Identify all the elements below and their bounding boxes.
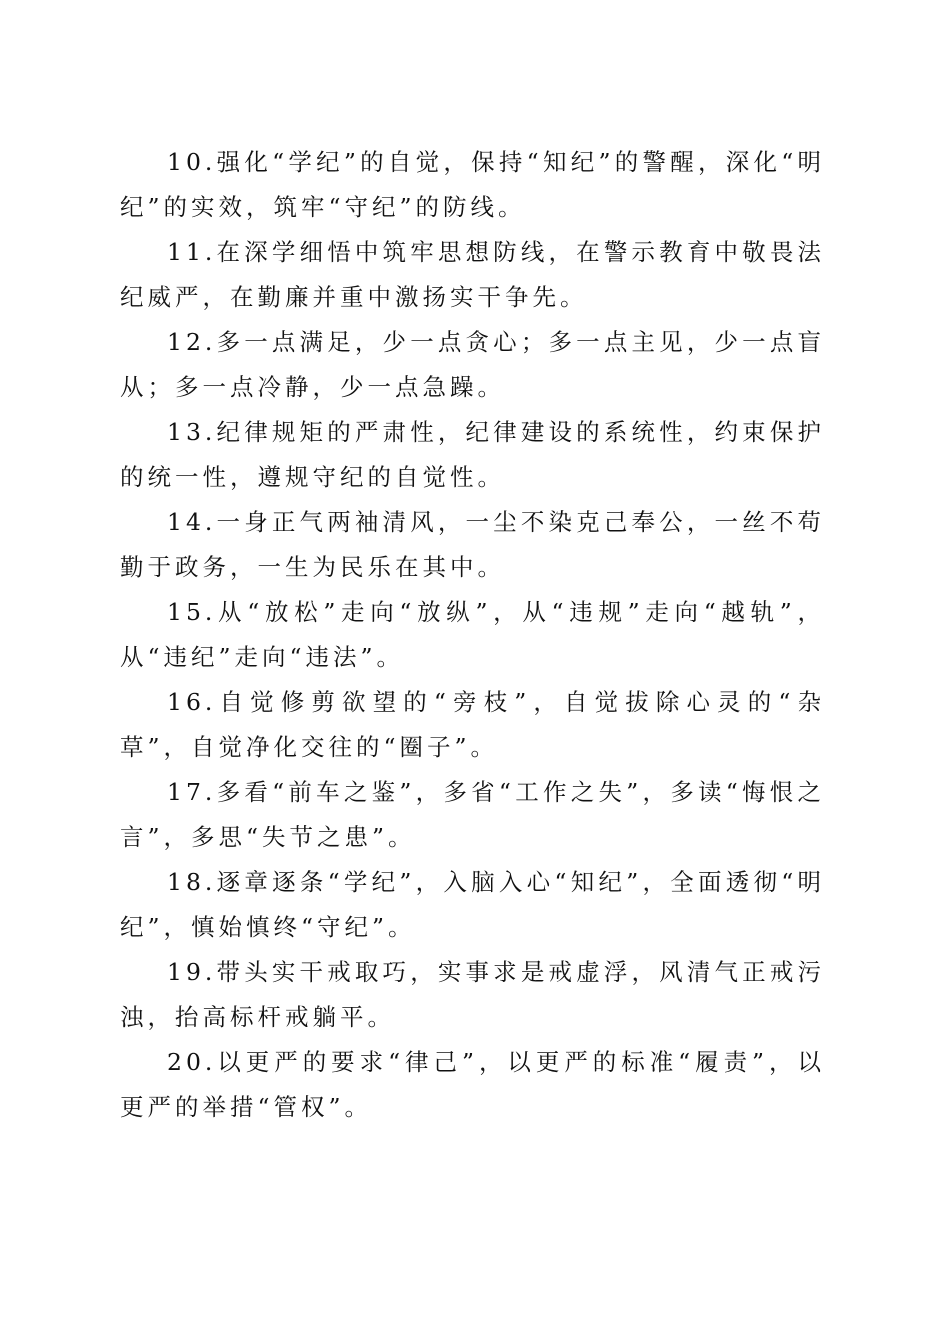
paragraph-13: 13.纪律规矩的严肃性，纪律建设的系统性，约束保护的统一性，遵规守纪的自觉性。 xyxy=(120,418,825,491)
paragraph-10: 10.强化“学纪”的自觉，保持“知纪”的警醒，深化“明纪”的实效，筑牢“守纪”的防线。 xyxy=(120,148,825,221)
paragraph-17: 17.多看“前车之鉴”，多省“工作之失”，多读“悔恨之言”，多思“失节之患”。 xyxy=(120,778,825,851)
paragraph-11: 11.在深学细悟中筑牢思想防线，在警示教育中敬畏法纪威严，在勤廉并重中激扬实干争先。 xyxy=(120,238,825,311)
document-body xyxy=(120,140,825,1130)
paragraph-18: 18.逐章逐条“学纪”，入脑入心“知纪”，全面透彻“明纪”，慎始慎终“守纪”。 xyxy=(120,868,825,941)
paragraph-14: 14.一身正气两袖清风，一尘不染克己奉公，一丝不苟勤于政务，一生为民乐在其中。 xyxy=(120,508,825,581)
paragraph-19: 19.带头实干戒取巧，实事求是戒虚浮，风清气正戒污浊，抬高标杆戒躺平。 xyxy=(120,958,825,1031)
paragraph-15: 15.从“放松”走向“放纵”，从“违规”走向“越轨”，从“违纪”走向“违法”。 xyxy=(120,598,825,671)
paragraph-12: 12.多一点满足，少一点贪心；多一点主见，少一点盲从；多一点冷静，少一点急躁。 xyxy=(120,328,825,401)
paragraph-16: 16.自觉修剪欲望的“旁枝”，自觉拔除心灵的“杂草”，自觉净化交往的“圈子”。 xyxy=(120,688,825,761)
paragraph-20: 20.以更严的要求“律己”，以更严的标准“履责”，以更严的举措“管权”。 xyxy=(120,1048,825,1121)
